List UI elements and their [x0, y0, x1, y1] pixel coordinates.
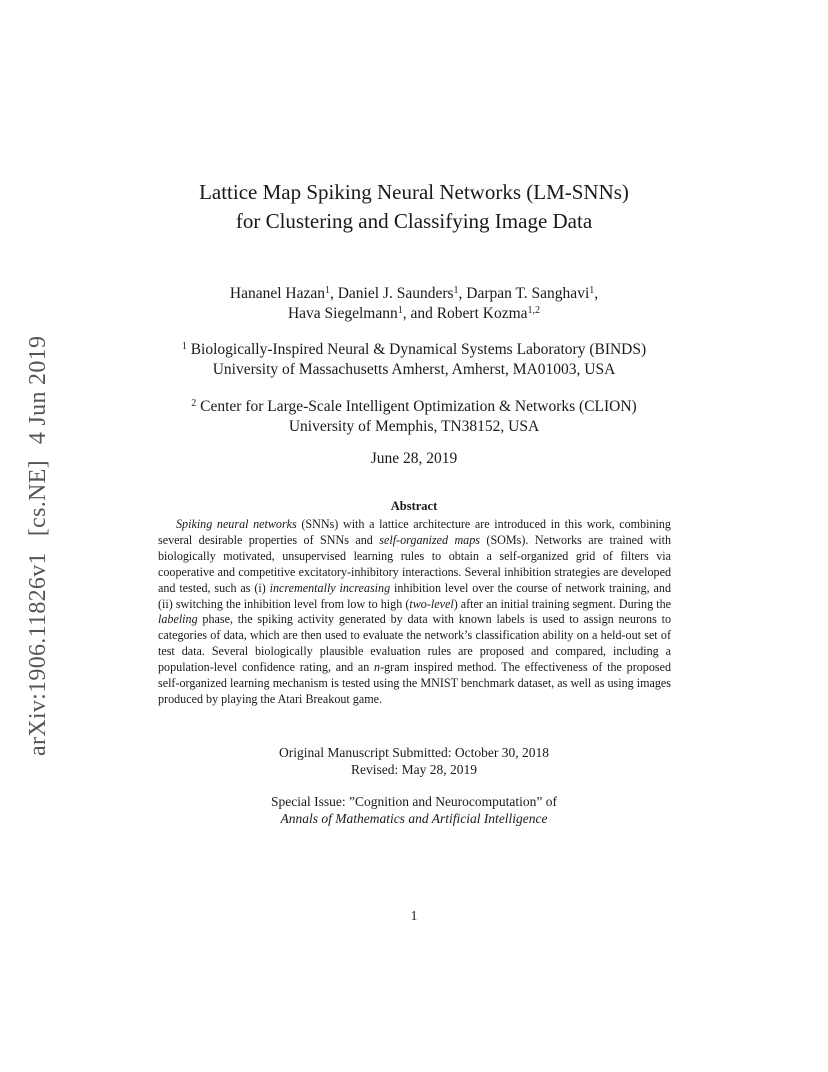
author-separator: , and: [402, 305, 437, 322]
special-issue-journal: Annals of Mathematics and Artificial Intelligence: [280, 811, 548, 826]
abstract-emphasis: n: [374, 660, 381, 675]
abstract-emphasis: Spiking neural networks: [176, 517, 297, 531]
abstract-emphasis: labeling: [158, 612, 198, 627]
author-separator: ,: [458, 285, 467, 302]
abstract-text: -gram inspired method. The effectiveness of the proposed self-organized learning mechanism is tested using the MNIST benchmark dataset, as well as using images produced by playing the Atari Breakout game.: [158, 660, 671, 706]
author-name: Daniel J. Saunders: [337, 285, 454, 302]
page-number: 1: [410, 908, 418, 923]
submission-revised: Revised: May 28, 2019: [351, 762, 477, 777]
abstract-emphasis: incrementally increasing: [269, 580, 391, 595]
author-name: Robert Kozma: [436, 305, 528, 322]
submission-original: Original Manuscript Submitted: October 30, 2018: [279, 745, 549, 760]
authors-line-2: [0, 304, 828, 324]
author-list: [0, 284, 828, 324]
affiliation-1: [0, 340, 828, 380]
title-line-2: for Clustering and Classifying Image Data: [235, 209, 593, 233]
arxiv-category: [cs.NE]: [25, 460, 51, 537]
title-line-1: Lattice Map Spiking Neural Networks (LM-SNNs): [199, 180, 629, 204]
arxiv-id: arXiv:1906.11826v1: [25, 552, 51, 756]
author-affiliation-marker: 1: [397, 305, 403, 316]
author-name: Hava Siegelmann: [287, 305, 398, 322]
author-affiliation-marker: 1,2: [527, 305, 541, 316]
abstract-text: (SNNs) with a lattice architecture are introduced in this work, combining several desirable properties of SNNs and: [158, 517, 671, 547]
abstract-body: [158, 517, 671, 708]
author-separator: ,: [594, 285, 599, 302]
affiliation-2: [0, 397, 828, 437]
paper-title: [0, 178, 828, 236]
abstract-heading: Abstract: [390, 499, 438, 513]
abstract-emphasis: self-organized maps: [379, 532, 480, 547]
abstract-text: phase, the spiking activity generated by data with known labels is used to assign neurons to categories of data, which are then used to evaluate the network’s classification ability on a held-out set of test data. Several biologically plausible evaluation rules are proposed and compared, including a population-level confidence rating, and an: [158, 612, 671, 675]
author-affiliation-marker: 1: [324, 285, 330, 296]
affiliation-1-line-2: University of Massachusetts Amherst, Amherst, MA01003, USA: [212, 361, 616, 378]
author-separator: ,: [329, 285, 338, 302]
abstract-emphasis: two-level: [409, 596, 454, 611]
special-issue-label: Special Issue: ”Cognition and Neurocomputation” of: [270, 794, 558, 809]
abstract-text: ) after an initial training segment. During the: [453, 596, 671, 611]
affiliation-2-marker: 2: [191, 398, 197, 409]
affiliation-1-marker: 1: [181, 341, 187, 352]
authors-line-1: [0, 284, 828, 304]
affiliation-2-line-2: University of Memphis, TN38152, USA: [288, 418, 540, 435]
arxiv-date: 4 Jun 2019: [25, 335, 51, 445]
affiliation-1-line-1: Biologically-Inspired Neural & Dynamical Systems Laboratory (BINDS): [190, 341, 647, 358]
author-name: Darpan T. Sanghavi: [466, 285, 590, 302]
author-name: Hananel Hazan: [229, 285, 325, 302]
abstract-text: (SOMs). Networks are trained with biologically motivated, unsupervised learning rules to obtain a self-organized grid of filters via cooperative and competitive excitatory-inhibitory interactions. Several inhibition strategies are developed and tested, such as (i): [158, 532, 671, 595]
submission-info: [0, 744, 828, 778]
paper-date: June 28, 2019: [370, 450, 458, 467]
author-affiliation-marker: 1: [453, 285, 459, 296]
affiliation-2-line-1: Center for Large-Scale Intelligent Optimization & Networks (CLION): [200, 398, 637, 415]
special-issue: [0, 793, 828, 827]
abstract-text: inhibition level over the course of network training, and (ii) switching the inhibition level from low to high (: [158, 580, 671, 611]
author-affiliation-marker: 1: [589, 285, 595, 296]
